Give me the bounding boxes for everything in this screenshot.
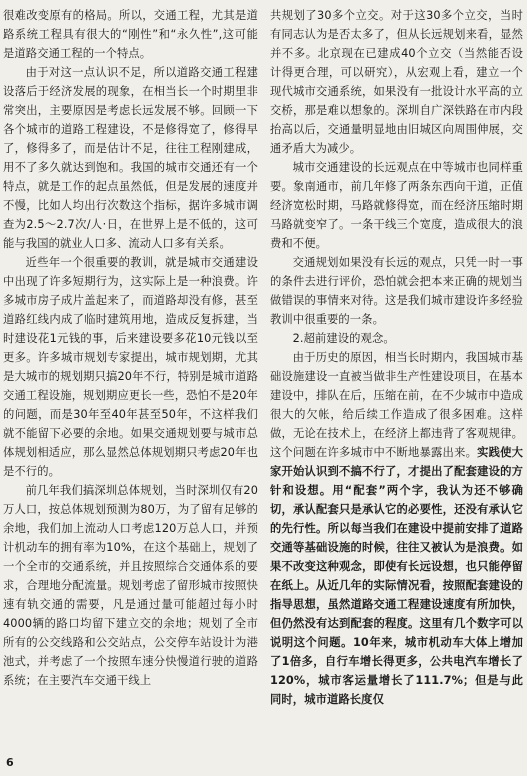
left-paragraph-2: 由于对这一点认识不足，所以道路交通工程建设落后于经济发展的现象，在相当长一个时期里非常突出，主要原因是考虑长远发展不够。回顾一下各个城市的道路工程建设，不是修得宽了，修得早了，修得多了，而是估计不足，往往工程刚建成，用不了多久就达到饱和。我国的城市交通还有一个特点，就是工作的起点虽然低，但是发展的速度并不慢，比如人均出行次数这个指标，据许多城市调查为2.5～2.7次/人·日，在世界上是不低的，这可能与我国的就业人口多、流动人口多有关系。 bbox=[3, 66, 258, 250]
left-paragraph-3: 近些年一个很重要的教训，就是城市交通建设中出现了许多短期行为，这实际上是一种浪费。许多城市房子成片盖起来了，而道路却没有修，甚至道路红线内成了临时建筑用地，造成反复拆建，当时建设花1元钱的事，后来建设要多花10元钱以至更多。许多城市规划专家提出，城市规划期，尤其是大城市的规划期只搞20年不行，特别是城市道路交通工程设施，规划期应更长一些，恐怕不是20年的问题，而是30年至40年甚至50年，不这样我们就不能留下必要的余地。如果交通规划要与城市总体规划相适应，那么显然总体规划期只考虑20年也是不行的。 bbox=[3, 256, 258, 478]
section-heading: 2.超前建设的观念。 bbox=[292, 332, 395, 345]
right-paragraph-4-bold: 实践使大家开始认识到不搞不行了，才提出了配套建设的方针和设想。用“配套”两个字，我认为还不够确切，承认配套只是承认它的必要性，还没有承认它的先行性。所以每当我们在建设中提前安排了道路交通等基础设施的时候，往往又被认为是浪费。如果不改变这种观念，即使有长远设想，也只能停留在纸上。从近几年的实际情况看，按照配套建设的指导思想，虽然道路交通工程建设速度有所加快，但仍然没有达到配套的程度。这里有几个数字可以说明这个问题。10年来，城市机动车大体上增加了1倍多，自行车增长得更多，公共电汽车增长了120%，城市客运量增长了111.7%；但是与此同时，城市道路长度仅 bbox=[270, 446, 523, 706]
right-paragraph-4-normal: 由于历史的原因，相当长时期内，我国城市基础设施建设一直被当做非生产性建设项目，在基本建设中，排队在后，压缩在前，在不少城市中造成很大的欠帐，给后续工作造成了很多困难。这样做，无论在技术上，在经济上都违背了客观规律。这个问题在许多城市中不断地暴露出来。 bbox=[270, 351, 523, 459]
left-paragraph-1: 很难改变原有的格局。所以，交通工程，尤其是道路系统工程具有很大的“刚性”和“永久性”,这可能是道路交通工程的一个特点。 bbox=[3, 9, 258, 60]
left-paragraph-4: 前几年我们搞深圳总体规划，当时深圳仅有20万人口，按总体规划预测为80万，为了留有足够的余地，我们加上流动人口考虑120万总人口，并预计机动车的拥有率为10%，在这个基础上，规划了一个全市的交通系统，并且按照综合交通体系的要求，合理地分配流量。规划考虑了留形城市按照快速有轨交通的需要，凡是通过量可能超过每小时4000辆的路口均留下建立交的余地；规划了全市所有的公交线路和公交站点，公交停车站设计为港池式，并考虑了一个按照车速分快慢道行驶的道路系统；在主要汽车交通干线上 bbox=[3, 484, 258, 687]
page-number: 6 bbox=[6, 756, 14, 769]
right-paragraph-4 bbox=[270, 348, 523, 709]
right-paragraph-1: 共规划了30多个立交。对于这30多个立交，当时有同志认为是否太多了，但从长远规划来看，显然并不多。北京现在已建成40个立交（当然能否设计得更合理，可以研究），从宏观上看，建立一个现代城市交通系统，如果没有一批设计水平高的立交桥，那是难以想象的。深圳自广深铁路在市内段抬高以后，交通量明显地由旧城区向周围伸展，交通矛盾大为减少。 bbox=[270, 9, 523, 155]
right-paragraph-3: 交通规划如果没有长远的观点，只凭一时一事的条件去进行评价，恐怕就会把本来正确的规划当做错误的事情来对待。这是我们城市建设许多经验教训中很重要的一条。 bbox=[270, 256, 523, 326]
column-gutter bbox=[263, 10, 264, 750]
left-column bbox=[3, 6, 258, 690]
right-paragraph-2: 城市交通建设的长远观点在中等城市也同样重要。象南通市，前几年修了两条东西向干道，正值经济宽松时期，马路就修得宽，而在经济压缩时期马路就变窄了。一条干线三个宽度，造成很大的浪费和不便。 bbox=[270, 161, 523, 250]
right-column bbox=[270, 6, 523, 709]
